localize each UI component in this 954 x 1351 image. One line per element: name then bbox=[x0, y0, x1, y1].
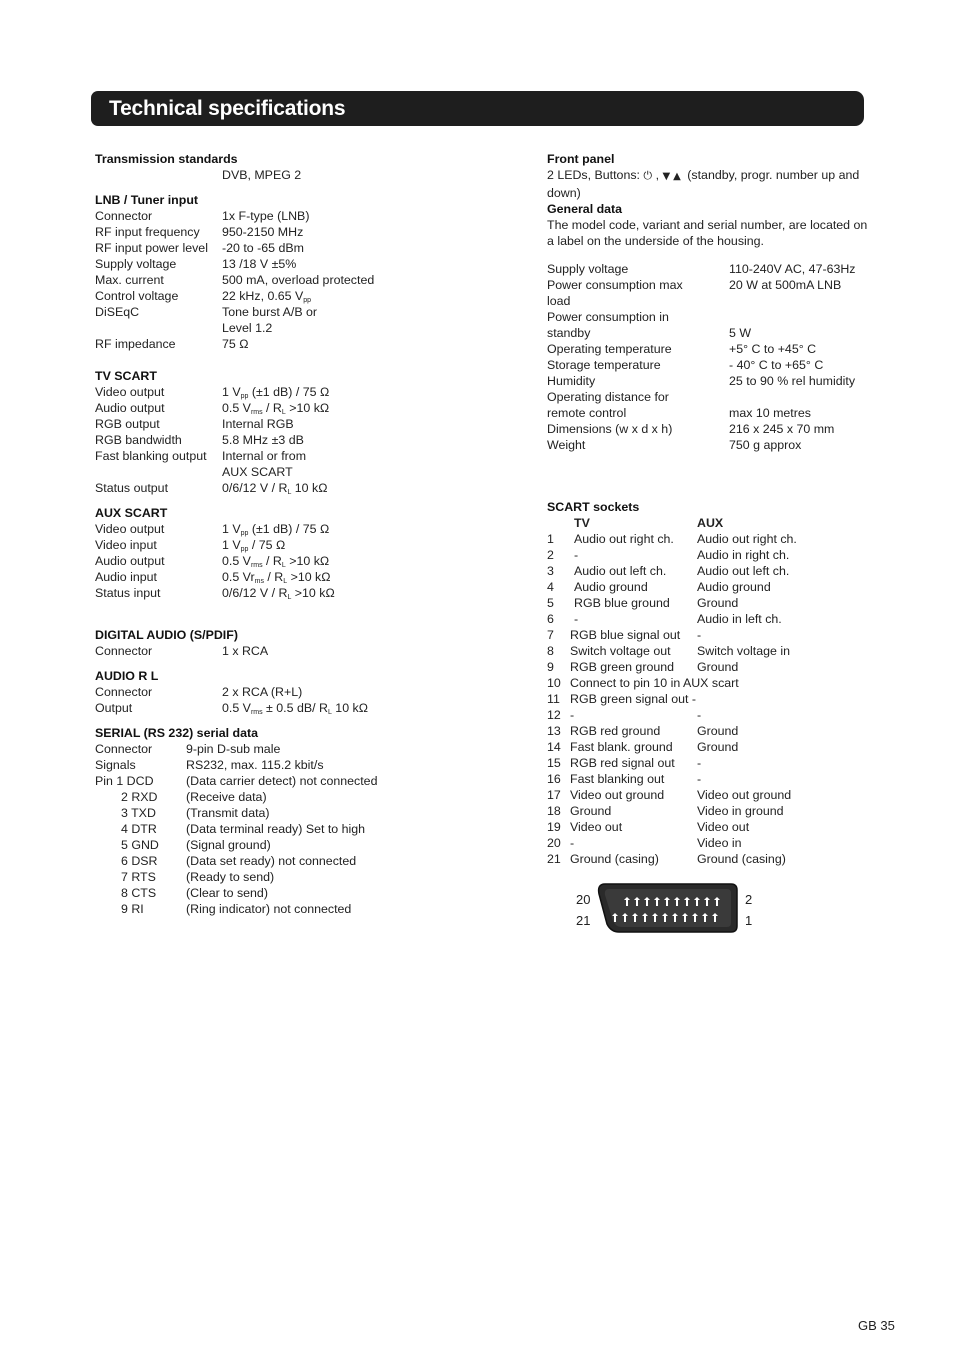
scart-col-aux: AUX bbox=[697, 516, 724, 530]
spec-row bbox=[547, 389, 887, 405]
spec-row bbox=[547, 341, 887, 357]
spec-row bbox=[95, 384, 515, 400]
spec-value: 25 to 90 % rel humidity bbox=[729, 374, 856, 388]
pin-aux: - bbox=[697, 628, 702, 642]
front-panel-text: 2 LEDs, Buttons: ⏻ , ▼▲ (standby, progr. number up and down) bbox=[547, 168, 860, 200]
standby-icon: ⏻ bbox=[643, 169, 653, 182]
pin-number: 8 bbox=[547, 644, 554, 658]
spec-row bbox=[95, 773, 515, 789]
spec-row bbox=[95, 901, 515, 917]
pin-tv: Audio out left ch. bbox=[574, 564, 667, 578]
pin-tv: RGB blue ground bbox=[574, 596, 670, 610]
spec-row bbox=[95, 521, 515, 537]
spec-value: 500 mA, overload protected bbox=[222, 273, 375, 287]
spec-row bbox=[95, 805, 515, 821]
pin-aux: Ground bbox=[697, 596, 739, 610]
spec-value: 13 /18 V ±5% bbox=[222, 257, 297, 271]
pin-tv: Ground (casing) bbox=[570, 852, 659, 866]
pin-tv: Switch voltage out bbox=[570, 644, 671, 658]
transmission-section bbox=[95, 151, 515, 183]
scart-pin-row bbox=[547, 579, 887, 595]
tv-scart-section bbox=[95, 368, 515, 496]
spec-label: 5 GND bbox=[121, 838, 159, 852]
scart-pin-row bbox=[547, 723, 887, 739]
spec-label: Supply voltage bbox=[95, 257, 177, 271]
pin-tv: Audio ground bbox=[574, 580, 648, 594]
spec-label: Connector bbox=[95, 742, 153, 756]
scart-pin-row bbox=[547, 819, 887, 835]
spec-row bbox=[95, 700, 515, 716]
spec-label: 7 RTS bbox=[121, 870, 156, 884]
pin-number: 9 bbox=[547, 660, 554, 674]
spec-label: RF input power level bbox=[95, 241, 208, 255]
pin-tv: RGB red signal out bbox=[570, 756, 675, 770]
spec-label: Max. current bbox=[95, 273, 164, 287]
spec-row bbox=[95, 336, 515, 352]
up-down-arrows-icon: ▼▲ bbox=[662, 171, 684, 182]
transmission-heading: Transmission standards bbox=[95, 152, 238, 166]
spec-label: Status output bbox=[95, 481, 169, 495]
pin-aux: - bbox=[697, 772, 702, 786]
pin-label-21: 21 bbox=[576, 913, 591, 928]
scart-pin-row bbox=[547, 803, 887, 819]
spec-label: DiSEqC bbox=[95, 305, 140, 319]
pin-aux: Video in ground bbox=[697, 804, 784, 818]
pin-aux: Video out bbox=[697, 820, 750, 834]
spec-row bbox=[95, 240, 515, 256]
page-number: GB 35 bbox=[858, 1318, 895, 1333]
scart-pin-row bbox=[547, 675, 887, 691]
spec-row bbox=[95, 553, 515, 569]
scart-heading: SCART sockets bbox=[547, 500, 640, 514]
spec-row bbox=[95, 400, 515, 416]
spec-label: Video output bbox=[95, 522, 165, 536]
pin-aux: Video out ground bbox=[697, 788, 792, 802]
spec-label: standby bbox=[547, 326, 591, 340]
spec-row bbox=[95, 684, 515, 700]
pin-number: 14 bbox=[547, 740, 561, 754]
spec-value: Internal RGB bbox=[222, 417, 294, 431]
spec-row bbox=[547, 293, 887, 309]
serial-section bbox=[95, 725, 515, 917]
spec-row bbox=[547, 405, 887, 421]
spec-row bbox=[95, 757, 515, 773]
spec-label: 9 RI bbox=[121, 902, 144, 916]
scart-pin-row bbox=[547, 595, 887, 611]
spec-label: Audio output bbox=[95, 401, 165, 415]
scart-pin-row bbox=[547, 771, 887, 787]
spec-row bbox=[547, 357, 887, 373]
spec-value: 1 x RCA bbox=[222, 644, 269, 658]
spec-row bbox=[95, 853, 515, 869]
spec-row bbox=[95, 288, 515, 304]
scart-pin-row bbox=[547, 563, 887, 579]
scart-pin-row bbox=[547, 659, 887, 675]
scart-pin-row bbox=[547, 643, 887, 659]
spec-value: (Clear to send) bbox=[186, 886, 268, 900]
spec-row bbox=[95, 569, 515, 585]
spec-label: Status input bbox=[95, 586, 161, 600]
spec-row bbox=[547, 437, 887, 453]
spec-label: RF impedance bbox=[95, 337, 176, 351]
spec-value: - 40° C to +65° C bbox=[729, 358, 824, 372]
spec-label: Output bbox=[95, 701, 133, 715]
spec-row bbox=[95, 464, 515, 480]
spec-label: Power consumption max bbox=[547, 278, 683, 292]
pin-number: 15 bbox=[547, 756, 561, 770]
title-banner bbox=[91, 91, 864, 126]
spec-value: 1x F-type (LNB) bbox=[222, 209, 310, 223]
pin-tv: - bbox=[574, 612, 579, 626]
pin-tv: RGB red ground bbox=[570, 724, 661, 738]
spec-value: 22 kHz, 0.65 $V_{pp}$ bbox=[222, 289, 312, 304]
spec-value: Tone burst A/B or bbox=[222, 305, 318, 319]
lnb-section bbox=[95, 192, 515, 352]
scart-connector-icon bbox=[597, 882, 739, 934]
spec-row bbox=[95, 585, 515, 601]
spec-value: 9-pin D-sub male bbox=[186, 742, 281, 756]
spec-value: 110-240V AC, 47-63Hz bbox=[729, 262, 856, 276]
spec-row bbox=[95, 256, 515, 272]
digital-audio-section bbox=[95, 627, 515, 659]
spec-label: Fast blanking output bbox=[95, 449, 207, 463]
pin-number: 20 bbox=[547, 836, 561, 850]
spec-value: RS232, max. 115.2 kbit/s bbox=[186, 758, 324, 772]
spec-value: 750 g approx bbox=[729, 438, 802, 452]
pin-tv: Audio out right ch. bbox=[574, 532, 674, 546]
scart-pin-row bbox=[547, 611, 887, 627]
spec-value: (Data set ready) not connected bbox=[186, 854, 357, 868]
spec-label: Operating temperature bbox=[547, 342, 672, 356]
pin-tv: Video out ground bbox=[570, 788, 665, 802]
scart-pin-row bbox=[547, 739, 887, 755]
spec-value: (Signal ground) bbox=[186, 838, 271, 852]
spec-value: (Ready to send) bbox=[186, 870, 275, 884]
digital-audio-heading: DIGITAL AUDIO (S/PDIF) bbox=[95, 628, 238, 642]
spec-label: load bbox=[547, 294, 571, 308]
spec-label: Weight bbox=[547, 438, 586, 452]
pin-aux: Ground bbox=[697, 724, 739, 738]
spec-value: 0/6/12 V / $R_L$ 10 kΩ bbox=[222, 481, 328, 496]
spec-value: 0/6/12 $V / R_L >10$ kΩ bbox=[222, 586, 335, 601]
spec-label: 6 DSR bbox=[121, 854, 158, 868]
spec-label: Pin 1 DCD bbox=[95, 774, 154, 788]
spec-label: Video output bbox=[95, 385, 165, 399]
pin-aux: Switch voltage in bbox=[697, 644, 790, 658]
spec-row bbox=[95, 304, 515, 320]
spec-label: Audio output bbox=[95, 554, 165, 568]
pin-tv: Fast blanking out bbox=[570, 772, 665, 786]
spec-row bbox=[95, 320, 515, 336]
spec-row bbox=[95, 224, 515, 240]
scart-pin-row bbox=[547, 835, 887, 851]
spec-value: Level 1.2 bbox=[222, 321, 273, 335]
pin-tv: RGB green ground bbox=[570, 660, 675, 674]
spec-label: Dimensions (w x d x h) bbox=[547, 422, 673, 436]
spec-value: 1 $V_{pp}$ (±1 dB) / 75 Ω bbox=[222, 522, 330, 537]
pin-number: 12 bbox=[547, 708, 561, 722]
pin-number: 7 bbox=[547, 628, 554, 642]
lnb-heading: LNB / Tuner input bbox=[95, 193, 199, 207]
spec-label: Control voltage bbox=[95, 289, 179, 303]
spec-value: 1 $V_{pp}$ (±1 dB) / 75 Ω bbox=[222, 385, 330, 400]
spec-label: Audio input bbox=[95, 570, 158, 584]
pin-aux: Audio ground bbox=[697, 580, 771, 594]
aux-scart-heading: AUX SCART bbox=[95, 506, 168, 520]
general-data-table bbox=[547, 261, 887, 453]
spec-row bbox=[547, 421, 887, 437]
spec-label: 3 TXD bbox=[121, 806, 156, 820]
spec-value: 0.5 $Vr_{ms} / R_L >10$ kΩ bbox=[222, 570, 331, 585]
spec-row bbox=[95, 432, 515, 448]
pin-aux: Video in bbox=[697, 836, 742, 850]
general-data-heading: General data bbox=[547, 202, 623, 216]
aux-scart-section bbox=[95, 505, 515, 601]
pin-number: 4 bbox=[547, 580, 554, 594]
spec-row bbox=[95, 208, 515, 224]
spec-value: 0.5 $V_{rms} / R_L >10$ kΩ bbox=[222, 401, 330, 416]
serial-heading: SERIAL (RS 232) serial data bbox=[95, 726, 258, 740]
pin-tv: RGB blue signal out bbox=[570, 628, 681, 642]
spec-value: (Data terminal ready) Set to high bbox=[186, 822, 366, 836]
pin-aux: Audio in left ch. bbox=[697, 612, 782, 626]
pin-tv: RGB green signal out - bbox=[570, 692, 697, 706]
spec-label: 4 DTR bbox=[121, 822, 157, 836]
pin-number: 11 bbox=[547, 692, 560, 706]
spec-label: remote control bbox=[547, 406, 627, 420]
pin-number: 13 bbox=[547, 724, 561, 738]
pin-tv: - bbox=[570, 836, 575, 850]
pin-aux: - bbox=[697, 708, 702, 722]
spec-value: 0.5 $V_{rms} / R_L >10$ kΩ bbox=[222, 554, 330, 569]
pin-aux: Audio out left ch. bbox=[697, 564, 790, 578]
spec-label: Storage temperature bbox=[547, 358, 661, 372]
pin-aux: Ground (casing) bbox=[697, 852, 786, 866]
spec-label: Power consumption in bbox=[547, 310, 669, 324]
spec-label: RGB bandwidth bbox=[95, 433, 182, 447]
tv-scart-heading: TV SCART bbox=[95, 369, 157, 383]
pin-aux: Audio in right ch. bbox=[697, 548, 790, 562]
pin-tv: - bbox=[574, 548, 579, 562]
pin-tv: Ground bbox=[570, 804, 612, 818]
spec-value: +5° C to +45° C bbox=[729, 342, 817, 356]
spec-label: RF input frequency bbox=[95, 225, 200, 239]
spec-value: Internal or from bbox=[222, 449, 307, 463]
pin-label-20: 20 bbox=[576, 892, 591, 907]
spec-value: 20 W at 500mA LNB bbox=[729, 278, 842, 292]
general-data-text: The model code, variant and serial number, are located on a label on the underside of the housing. bbox=[547, 218, 868, 248]
spec-row bbox=[95, 741, 515, 757]
scart-pin-row bbox=[547, 691, 887, 707]
spec-label: Video input bbox=[95, 538, 157, 552]
spec-value: max 10 metres bbox=[729, 406, 811, 420]
pin-number: 21 bbox=[547, 852, 561, 866]
spec-value: (Transmit data) bbox=[186, 806, 270, 820]
front-panel-section bbox=[547, 151, 872, 249]
pin-number: 5 bbox=[547, 596, 554, 610]
spec-label: Connector bbox=[95, 685, 153, 699]
audio-rl-section bbox=[95, 668, 515, 716]
scart-pin-row bbox=[547, 627, 887, 643]
spec-row bbox=[547, 325, 887, 341]
spec-row bbox=[95, 480, 515, 496]
pin-aux: - bbox=[697, 756, 702, 770]
spec-row bbox=[95, 789, 515, 805]
spec-value: 216 x 245 x 70 mm bbox=[729, 422, 835, 436]
scart-pin-row bbox=[547, 755, 887, 771]
spec-row bbox=[95, 416, 515, 432]
pin-tv: Connect to pin 10 in AUX scart bbox=[570, 676, 739, 690]
spec-value: 5 W bbox=[729, 326, 752, 340]
scart-col-tv: TV bbox=[574, 516, 590, 530]
pin-number: 19 bbox=[547, 820, 561, 834]
spec-row bbox=[95, 821, 515, 837]
spec-label: Signals bbox=[95, 758, 136, 772]
spec-label: 8 CTS bbox=[121, 886, 157, 900]
transmission-value: DVB, MPEG 2 bbox=[222, 168, 302, 182]
spec-label: Humidity bbox=[547, 374, 596, 388]
scart-pin-row bbox=[547, 547, 887, 563]
spec-value: -20 to -65 dBm bbox=[222, 241, 304, 255]
page-title: Technical specifications bbox=[109, 97, 346, 120]
pin-aux: Audio out right ch. bbox=[697, 532, 797, 546]
pin-number: 3 bbox=[547, 564, 554, 578]
spec-row bbox=[95, 272, 515, 288]
spec-value: 1 $V_{pp} / 75$ Ω bbox=[222, 538, 286, 553]
spec-row bbox=[547, 309, 887, 325]
pin-tv: Video out bbox=[570, 820, 623, 834]
pin-number: 1 bbox=[547, 532, 554, 546]
spec-row bbox=[95, 537, 515, 553]
pin-aux: Ground bbox=[697, 660, 739, 674]
audio-rl-heading: AUDIO R L bbox=[95, 669, 159, 683]
pin-label-1: 1 bbox=[745, 913, 753, 928]
spec-row bbox=[95, 885, 515, 901]
scart-pin-row bbox=[547, 787, 887, 803]
pin-number: 18 bbox=[547, 804, 561, 818]
spec-row bbox=[95, 837, 515, 853]
spec-row bbox=[95, 448, 515, 464]
spec-value: 950-2150 MHz bbox=[222, 225, 304, 239]
scart-sockets-section bbox=[547, 499, 887, 867]
spec-value: (Data carrier detect) not connected bbox=[186, 774, 378, 788]
spec-value: 0.5 $V_{rms} \pm 0.5$ dB/ $R_L$ 10 kΩ bbox=[222, 701, 368, 716]
spec-value: AUX SCART bbox=[222, 465, 293, 479]
spec-label: Supply voltage bbox=[547, 262, 629, 276]
spec-value: 2 x RCA (R+L) bbox=[222, 685, 303, 699]
spec-label: Operating distance for bbox=[547, 390, 669, 404]
spec-value: (Ring indicator) not connected bbox=[186, 902, 352, 916]
pin-tv: Fast blank. ground bbox=[570, 740, 673, 754]
pin-number: 17 bbox=[547, 788, 561, 802]
spec-label: Connector bbox=[95, 644, 153, 658]
pin-aux: Ground bbox=[697, 740, 739, 754]
scart-pin-row bbox=[547, 851, 887, 867]
spec-value: (Receive data) bbox=[186, 790, 267, 804]
pin-tv: - bbox=[570, 708, 575, 722]
spec-row bbox=[95, 643, 515, 659]
pin-number: 16 bbox=[547, 772, 561, 786]
spec-row bbox=[95, 869, 515, 885]
spec-label: 2 RXD bbox=[121, 790, 158, 804]
spec-label: RGB output bbox=[95, 417, 160, 431]
spec-value: 75 Ω bbox=[222, 337, 249, 351]
pin-number: 2 bbox=[547, 548, 554, 562]
pin-number: 10 bbox=[547, 676, 561, 690]
pin-number: 6 bbox=[547, 612, 554, 626]
spec-row bbox=[547, 277, 887, 293]
spec-row bbox=[547, 261, 887, 277]
front-panel-heading: Front panel bbox=[547, 152, 615, 166]
spec-label: Connector bbox=[95, 209, 153, 223]
spec-row bbox=[547, 373, 887, 389]
scart-pin-row bbox=[547, 707, 887, 723]
scart-pin-row bbox=[547, 531, 887, 547]
spec-value: 5.8 MHz ±3 dB bbox=[222, 433, 304, 447]
pin-label-2: 2 bbox=[745, 892, 753, 907]
